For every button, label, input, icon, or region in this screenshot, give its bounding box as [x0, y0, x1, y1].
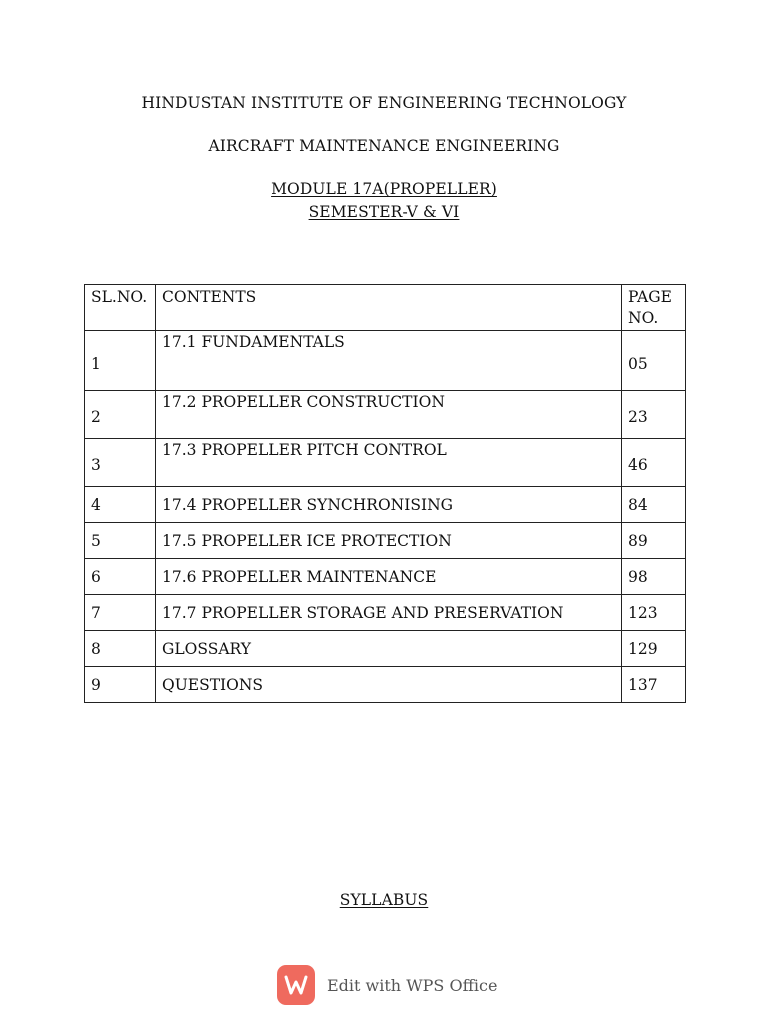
row-page: 84	[622, 487, 686, 523]
row-contents: 17.2 PROPELLER CONSTRUCTION	[156, 391, 622, 439]
table-row	[85, 439, 686, 487]
module-title: MODULE 17A(PROPELLER)	[271, 180, 497, 198]
row-contents: 17.7 PROPELLER STORAGE AND PRESERVATION	[156, 595, 622, 631]
syllabus-heading: SYLLABUS	[339, 891, 429, 909]
contents-table	[84, 284, 686, 703]
wps-logo-icon[interactable]	[277, 965, 315, 1005]
table-header-row	[85, 285, 686, 331]
program-title: AIRCRAFT MAINTENANCE ENGINEERING	[208, 137, 560, 155]
header-contents: CONTENTS	[156, 285, 622, 331]
row-number: 7	[85, 595, 156, 631]
row-number: 2	[85, 391, 156, 439]
row-contents: 17.6 PROPELLER MAINTENANCE	[156, 559, 622, 595]
header-page-no: PAGE NO.	[622, 285, 686, 331]
row-number: 9	[85, 667, 156, 703]
wps-w-glyph	[283, 973, 309, 997]
table-row	[85, 667, 686, 703]
row-number: 1	[85, 331, 156, 391]
row-contents: QUESTIONS	[156, 667, 622, 703]
table-row	[85, 595, 686, 631]
row-page: 98	[622, 559, 686, 595]
row-number: 5	[85, 523, 156, 559]
row-page: 89	[622, 523, 686, 559]
header-sl-no: SL.NO.	[85, 285, 156, 331]
table-row	[85, 391, 686, 439]
row-contents: GLOSSARY	[156, 631, 622, 667]
table-row	[85, 331, 686, 391]
row-number: 6	[85, 559, 156, 595]
semester-title: SEMESTER-V & VI	[308, 203, 460, 221]
row-number: 3	[85, 439, 156, 487]
row-contents: 17.5 PROPELLER ICE PROTECTION	[156, 523, 622, 559]
wps-label[interactable]: Edit with WPS Office	[327, 975, 498, 995]
row-number: 8	[85, 631, 156, 667]
edit-with-wps-badge[interactable]	[277, 965, 497, 1005]
row-page: 129	[622, 631, 686, 667]
row-contents: 17.1 FUNDAMENTALS	[156, 331, 622, 391]
row-number: 4	[85, 487, 156, 523]
row-contents: 17.4 PROPELLER SYNCHRONISING	[156, 487, 622, 523]
table-row	[85, 631, 686, 667]
row-contents: 17.3 PROPELLER PITCH CONTROL	[156, 439, 622, 487]
row-page: 05	[622, 331, 686, 391]
row-page: 123	[622, 595, 686, 631]
table-row	[85, 487, 686, 523]
institute-name: HINDUSTAN INSTITUTE OF ENGINEERING TECHNOLOGY	[141, 94, 627, 112]
table-row	[85, 559, 686, 595]
row-page: 137	[622, 667, 686, 703]
row-page: 23	[622, 391, 686, 439]
row-page: 46	[622, 439, 686, 487]
table-row	[85, 523, 686, 559]
